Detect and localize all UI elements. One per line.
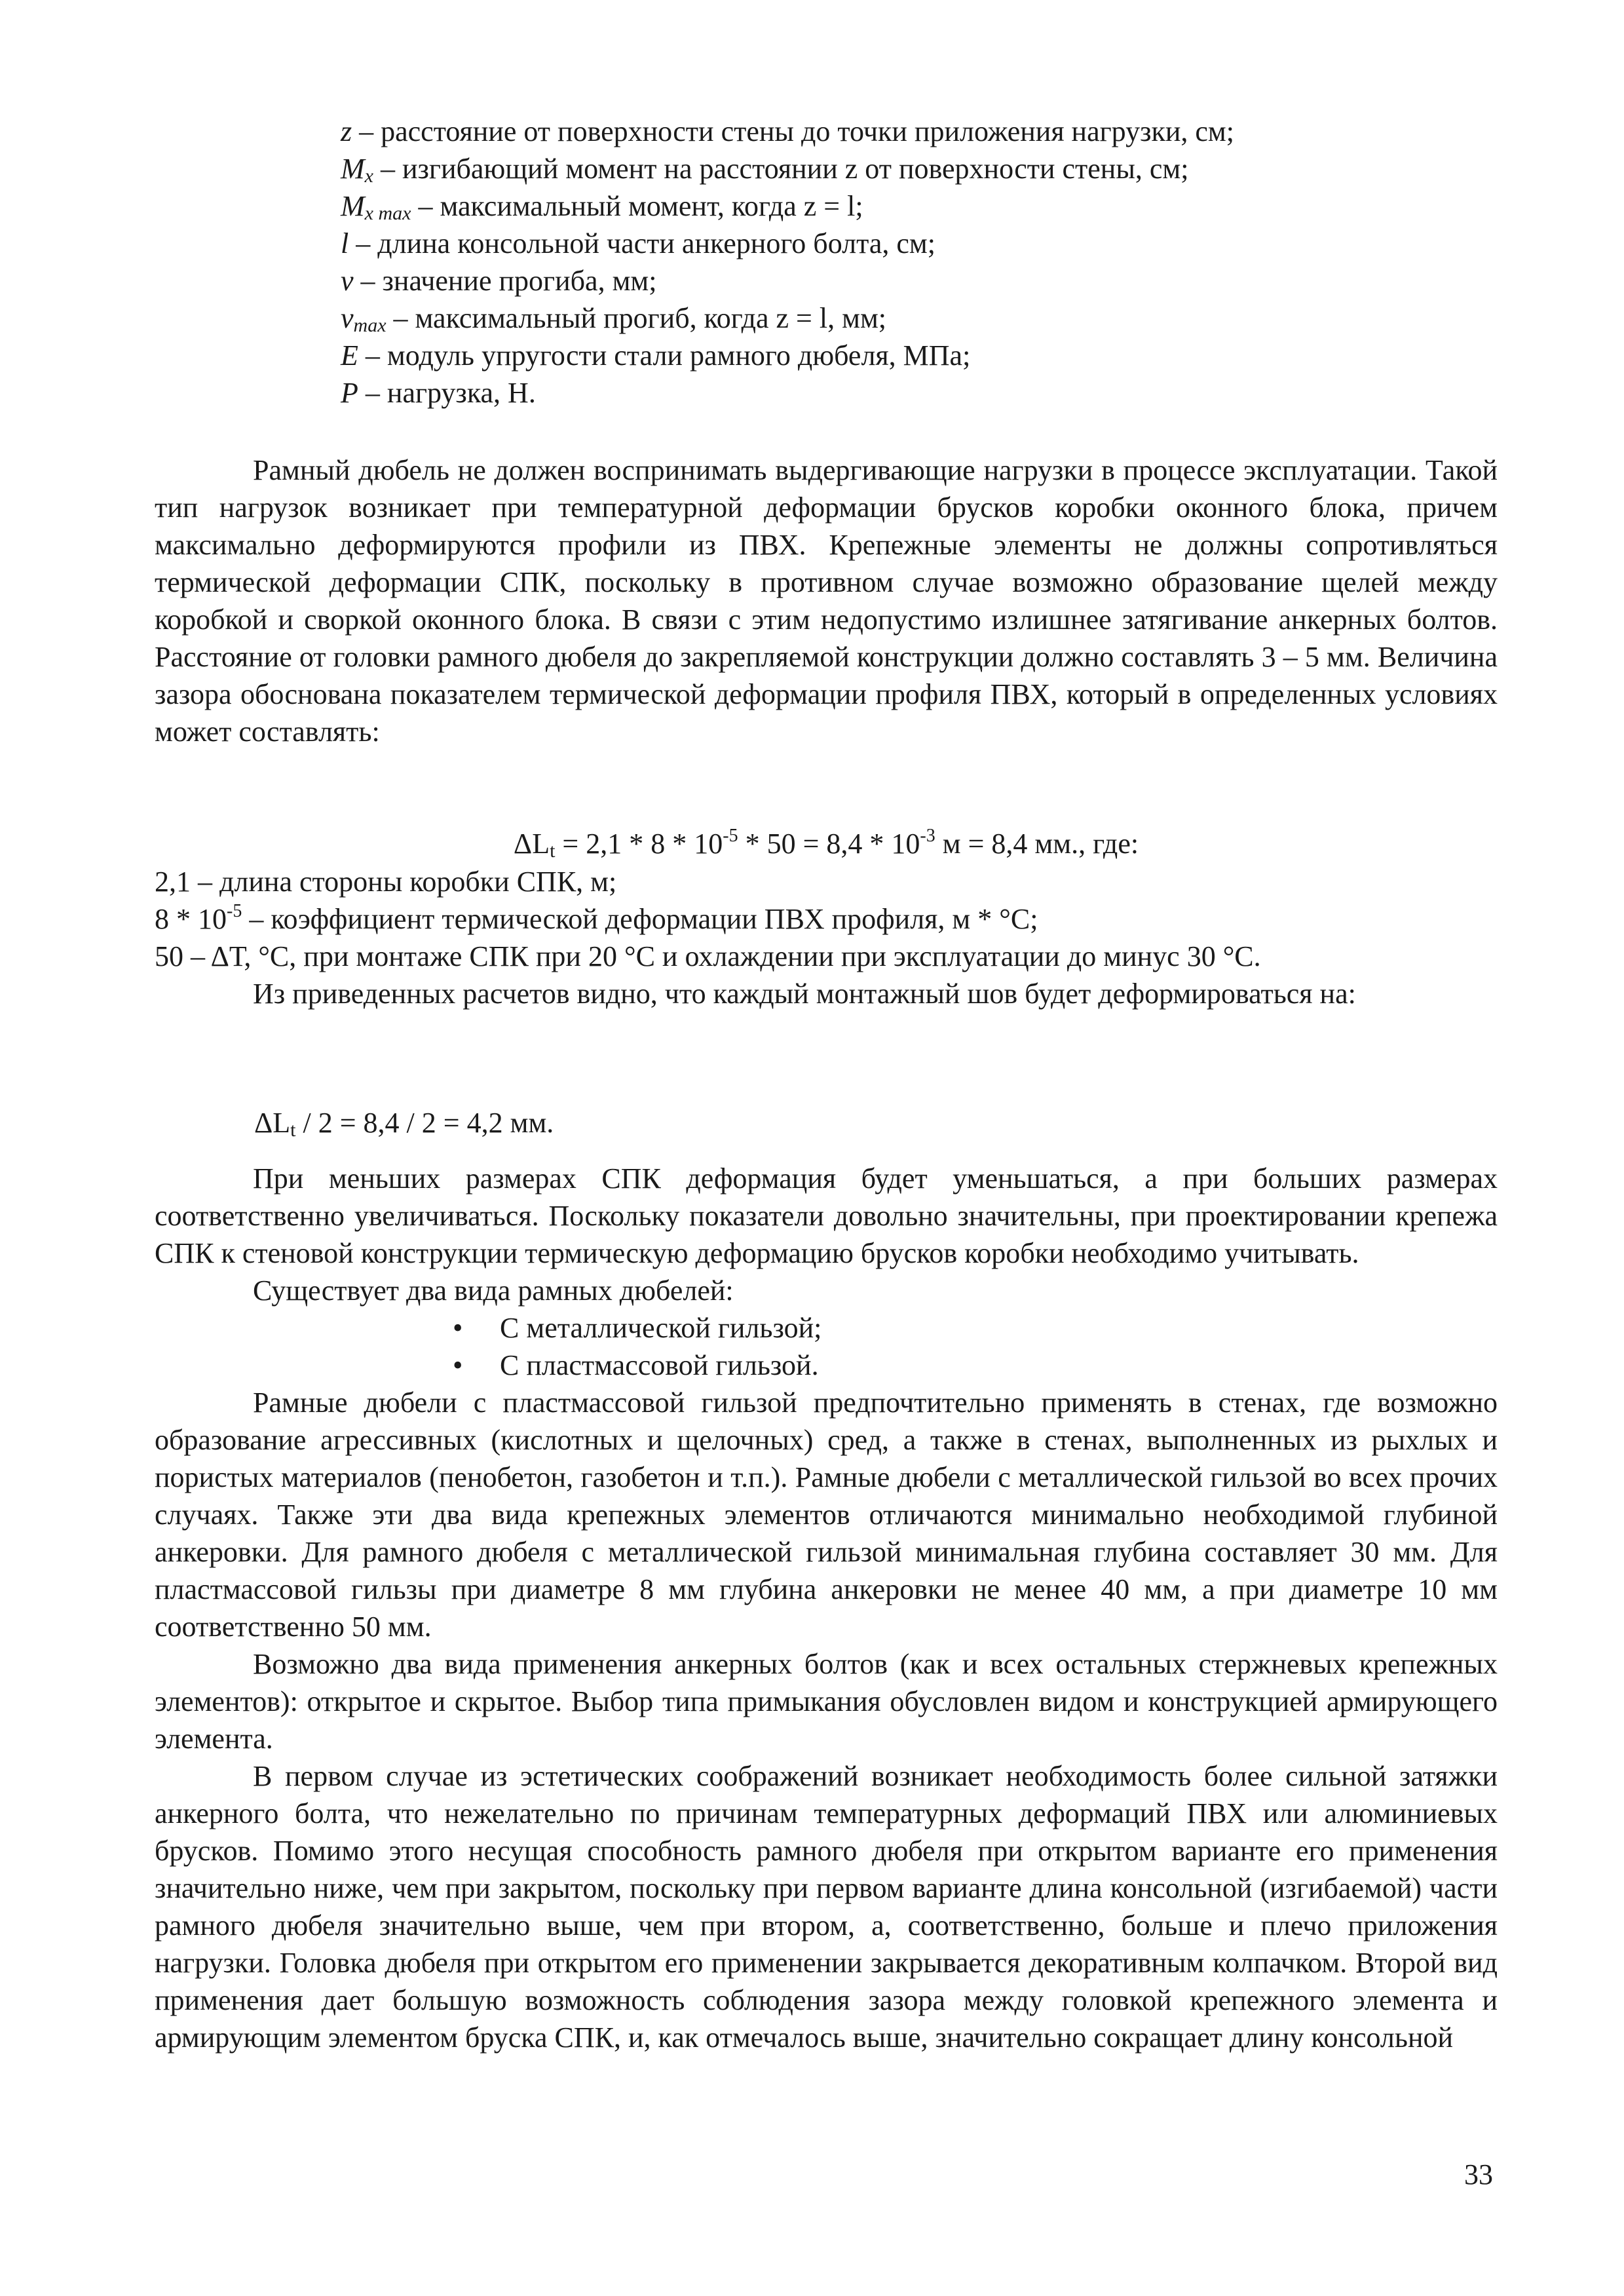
list-item: • С пластмассовой гильзой. <box>453 1347 1498 1384</box>
formula-half-deformation: $\Delta L_t / 2 = 8,4 / 2 = 4,2$ мм. <box>254 1107 554 1141</box>
paragraph-size-effect: При меньших размерах СПК деформация будет уменьшаться, а при больших размерах соответственно увеличиваться. Поскольку показатели довольно значительны, при проектировании крепежа СПК к стеновой конструкции термическую деформацию брусков коробки необходимо учитывать. <box>155 1162 1498 1269</box>
page-number: 33 <box>1464 2158 1493 2191</box>
list-item: • С металлической гильзой; <box>453 1309 1498 1347</box>
definitions-list <box>341 113 1520 411</box>
paragraph-pull-out-loads: Рамный дюбель не должен воспринимать выдергивающие нагрузки в процессе эксплуатации. Такой тип нагрузок возникает при температурной деформации брусков коробки оконного блока, причем максимально деформируются профили из ПВХ. Крепежные элементы не должны сопротивляться термической деформации СПК, поскольку в противном случае возможно образование щелей между коробкой и своркой оконного блока. В связи с этим недопустимо излишнее затягивание анкерных болтов. Расстояние от головки рамного дюбеля до закрепляемой конструкции должно составлять 3 – 5 мм. Величина зазора обоснована показателем термической деформации профиля ПВХ, который в определенных условиях может составлять: <box>155 454 1498 748</box>
definition-e: E – модуль упругости стали рамного дюбеля, МПа; <box>341 339 971 372</box>
paragraph-plastic-sleeve: Рамные дюбели с пластмассовой гильзой предпочтительно применять в стенах, где возможно образование агрессивных (кислотных и щелочных) сред, а также в стенах, выполненных из рыхлых и пористых материалов (пенобетон, газобетон и т.п.). Рамные дюбели с металлической гильзой во всех прочих случаях. Также эти два вида крепежных элементов отличаются минимально необходимой глубиной анкеровки. Для рамного дюбеля с металлической гильзой минимальная глубина составляет 30 мм. Для пластмассовой гильзы при диаметре 8 мм глубина анкеровки не менее 40 мм, а при диаметре 10 мм соответственно 50 мм. <box>155 1387 1498 1643</box>
definition-z: z – расстояние от поверхности стены до точки приложения нагрузки, см; <box>341 115 1235 147</box>
paragraph-deformation-per-seam: Из приведенных расчетов видно, что каждый монтажный шов будет деформироваться на: <box>253 978 1356 1010</box>
bullet-icon: • <box>453 1312 463 1344</box>
definition-mxmax: $M_{x max}$ – максимальный момент, когда z = l; <box>341 190 863 224</box>
main-text <box>155 1160 1498 2056</box>
legend-line-delta-t: 50 – ΔТ, °С, при монтаже СПК при 20 °С и охлаждении при эксплуатации до минус 30 °С. <box>155 940 1261 972</box>
paragraph-open-application: В первом случае из эстетических соображений возникает необходимость более сильной затяжки анкерного болта, что нежелательно по причинам температурных деформаций ПВХ или алюминиевых брусков. Помимо этого несущая способность рамного дюбеля при открытом варианте его применения значительно ниже, чем при закрытом, поскольку при первом варианте длина консольной (изгибаемой) части рамного дюбеля значительно выше, чем при втором, а, соответственно, больше и плечо приложения нагрузки. Головка дюбеля при открытом его применении закрывается декоративным колпачком. Второй вид применения дает большую возможность соблюдения зазора между головкой крепежного элемента и армирующим элементом бруска СПК, и, как отмечалось выше, значительно сокращает длину консольной <box>155 1760 1498 2054</box>
definition-l: l – длина консольной части анкерного болта, см; <box>341 227 935 259</box>
formula-legend <box>155 863 1498 975</box>
definition-v: v – значение прогиба, мм; <box>341 265 657 297</box>
paragraph-dowel-types-intro: Существует два вида рамных дюбелей: <box>253 1274 734 1307</box>
dowel-types-list <box>155 1309 1498 1384</box>
definition-p: P – нагрузка, Н. <box>341 377 536 409</box>
paragraph-application-types: Возможно два вида применения анкерных болтов (как и всех остальных стержневых крепежных элементов): открытое и скрытое. Выбор типа примыкания обусловлен видом и конструкцией армирующего элемента. <box>155 1648 1498 1755</box>
legend-line-length: 2,1 – длина стороны коробки СПК, м; <box>155 866 617 898</box>
definition-mx: $M_x$ – изгибающий момент на расстоянии z от поверхности стены, см; <box>341 153 1189 187</box>
legend-line-coefficient: $8 * 10^{-5}$ – коэффициент термической деформации ПВХ профиля, м * °С; <box>155 901 1038 935</box>
bullet-icon: • <box>453 1349 463 1381</box>
formula-thermal-deformation: $\Delta L_t = 2,1 * 8 * 10^{-5} * 50 = 8,4 * 10^{-3}$ м = 8,4 мм., где: <box>513 826 1139 862</box>
definition-vmax: $v_{max}$ – максимальный прогиб, когда z = l, мм; <box>341 302 887 336</box>
